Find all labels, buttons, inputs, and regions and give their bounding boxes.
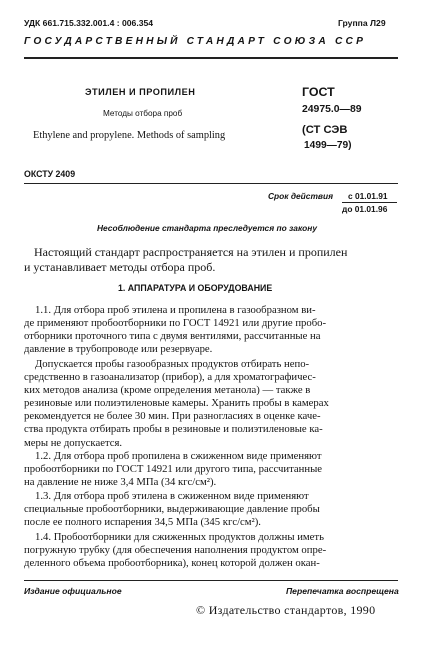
paragraph-line: средственно в газоанализатор (прибор), а для хроматографичес- — [24, 371, 316, 384]
paragraph-line: отборники проточного типа с двумя вентилями, рассчитанные на — [24, 330, 321, 343]
paragraph-1-1 — [24, 304, 396, 356]
paragraph-line: пробоотборники по ГОСТ 14921 или другого типа, рассчитанные — [24, 463, 323, 476]
document-title-english: Ethylene and propylene. Methods of sampling — [33, 130, 226, 141]
intro-paragraph — [24, 245, 396, 274]
validity-from: с 01.01.91 — [348, 191, 388, 201]
paragraph-line: после ее полного испарения 34,5 МПа (345 кгс/см²). — [24, 516, 261, 529]
paragraph-line: Допускается пробы газообразных продуктов отбирать непо- — [35, 358, 310, 370]
paragraph-line: погружную трубку (для обеспечения наполнения продуктом опре- — [24, 544, 327, 557]
paragraph-permission — [24, 358, 396, 450]
paragraph-line: специальные пробоотборники, выдерживающие давление пробы — [24, 503, 320, 516]
paragraph-1-2 — [24, 450, 396, 489]
title-rule — [24, 183, 398, 184]
paragraph-line: деленного объема пробоотборника), конец которой должен окан- — [24, 557, 320, 570]
paragraph-line: резиновые или полиэтиленовые камеры. Хранить пробы в камерах — [24, 397, 329, 410]
validity-divider — [342, 202, 397, 203]
paragraph-line: 1.4. Пробоотборники для сжиженных продуктов должны иметь — [35, 531, 324, 543]
intro-line: Настоящий стандарт распространяется на этилен и пропилен — [34, 245, 348, 259]
footer-rule — [24, 580, 398, 581]
okstu-code: ОКСТУ 2409 — [24, 169, 76, 179]
paragraph-line: 1.3. Для отбора проб этилена в сжиженном виде применяют — [35, 490, 309, 502]
udk-code: УДК 661.715.332.001.4 : 006.354 — [24, 18, 154, 28]
paragraph-line: на давление не ниже 3,4 МПа (34 кгс/см²). — [24, 476, 217, 489]
paragraph-line: рекомендуется не более 30 мин. При разногласиях в оценке каче- — [24, 410, 321, 423]
document-title: ЭТИЛЕН И ПРОПИЛЕН — [85, 87, 196, 97]
document-subtitle: Методы отбора проб — [103, 109, 183, 118]
validity-label: Срок действия — [268, 191, 334, 201]
header-rule — [24, 57, 398, 59]
legal-warning: Несоблюдение стандарта преследуется по закону — [97, 223, 318, 233]
st-sev-number: 1499—79) — [304, 140, 352, 151]
official-edition: Издание официальное — [24, 586, 122, 596]
gost-label: ГОСТ — [302, 85, 335, 99]
paragraph-line: ства продукта отбирать пробы в резиновые и полиэтиленовые ка- — [24, 423, 323, 436]
paragraph-line: ких методов анализа (кроме определения метанола) — также в — [24, 384, 311, 397]
intro-line: и устанавливает методы отбора проб. — [24, 259, 216, 274]
section-title: 1. АППАРАТУРА И ОБОРУДОВАНИЕ — [118, 283, 273, 293]
organization-title: ГОСУДАРСТВЕННЫЙ СТАНДАРТ СОЮЗА ССР — [24, 36, 367, 47]
paragraph-1-4 — [24, 531, 396, 570]
paragraph-line: 1.1. Для отбора проб этилена и пропилена в газообразном ви- — [35, 304, 316, 316]
paragraph-line: 1.2. Для отбора проб пропилена в сжиженном виде применяют — [35, 450, 322, 462]
paragraph-line: де применяют пробоотборники по ГОСТ 14921 или другие пробо- — [24, 317, 327, 330]
st-sev-label: (СТ СЭВ — [302, 124, 348, 136]
group-code: Группа Л29 — [338, 18, 386, 28]
paragraph-line: давление в трубопроводе или резервуаре. — [24, 343, 213, 356]
paragraph-line: меры не допускается. — [24, 436, 123, 449]
reprint-notice: Перепечатка воспрещена — [286, 586, 399, 596]
gost-number: 24975.0—89 — [302, 104, 362, 115]
copyright: © Издательство стандартов, 1990 — [196, 603, 376, 617]
paragraph-1-3 — [24, 490, 396, 529]
validity-to: до 01.01.96 — [342, 204, 388, 214]
